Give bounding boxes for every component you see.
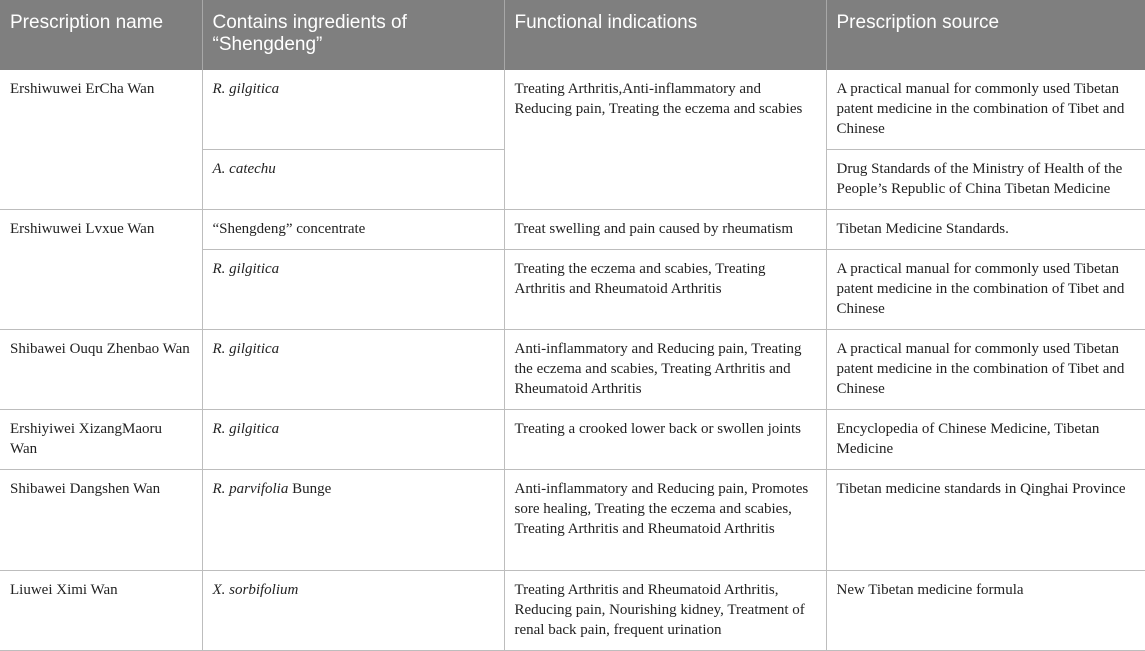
ingredient-cell: X. sorbifolium — [202, 571, 504, 651]
indications-cell: Treat swelling and pain caused by rheumatism — [504, 210, 826, 250]
source-cell: Drug Standards of the Ministry of Health of the People’s Republic of China Tibetan Medicine — [826, 150, 1145, 210]
prescription-name-cell: Ershiyiwei XizangMaoru Wan — [0, 410, 202, 470]
table-row — [0, 210, 1145, 250]
indications-cell: Treating the eczema and scabies, Treating Arthritis and Rheumatoid Arthritis — [504, 250, 826, 330]
table-row — [0, 330, 1145, 410]
ingredient-cell: R. gilgitica — [202, 410, 504, 470]
ingredient-cell: A. catechu — [202, 150, 504, 210]
prescription-name-cell: Liuwei Ximi Wan — [0, 571, 202, 651]
source-cell: Encyclopedia of Chinese Medicine, Tibetan Medicine — [826, 410, 1145, 470]
indications-cell: Anti-inflammatory and Reducing pain, Treating the eczema and scabies, Treating Arthritis and Rheumatoid Arthritis — [504, 330, 826, 410]
source-cell: A practical manual for commonly used Tibetan patent medicine in the combination of Tibet and Chinese — [826, 330, 1145, 410]
header-row — [0, 0, 1145, 70]
prescription-name-cell: Ershiwuwei ErCha Wan — [0, 70, 202, 210]
table-row — [0, 410, 1145, 470]
ingredient-author: Bunge — [288, 481, 332, 497]
source-cell: New Tibetan medicine formula — [826, 571, 1145, 651]
indications-cell: Treating a crooked lower back or swollen joints — [504, 410, 826, 470]
source-cell: Tibetan medicine standards in Qinghai Province — [826, 470, 1145, 571]
table-row — [0, 470, 1145, 571]
prescription-name-cell: Ershiwuwei Lvxue Wan — [0, 210, 202, 330]
prescription-name-cell: Shibawei Dangshen Wan — [0, 470, 202, 571]
indications-cell: Anti-inflammatory and Reducing pain, Promotes sore healing, Treating the eczema and scabies, Treating Arthritis and Rheumatoid Arthritis — [504, 470, 826, 571]
header-prescription-source: Prescription source — [826, 0, 1145, 70]
header-functional-indications: Functional indications — [504, 0, 826, 70]
ingredient-cell: R. gilgitica — [202, 330, 504, 410]
ingredient-cell: R. gilgitica — [202, 70, 504, 150]
header-prescription-name: Prescription name — [0, 0, 202, 70]
indications-cell: Treating Arthritis and Rheumatoid Arthritis, Reducing pain, Nourishing kidney, Treatment of renal back pain, frequent urination — [504, 571, 826, 651]
indications-cell: Treating Arthritis,Anti-inflammatory and Reducing pain, Treating the eczema and scabies — [504, 70, 826, 210]
ingredient-cell: R. gilgitica — [202, 250, 504, 330]
table-row — [0, 571, 1145, 651]
ingredient-species: R. parvifolia — [212, 481, 289, 497]
header-ingredients: Contains ingredients of “Shengdeng” — [202, 0, 504, 70]
prescription-name-cell: Shibawei Ouqu Zhenbao Wan — [0, 330, 202, 410]
ingredient-cell: “Shengdeng” concentrate — [202, 210, 504, 250]
ingredient-cell — [202, 470, 504, 571]
source-cell: A practical manual for commonly used Tibetan patent medicine in the combination of Tibet and Chinese — [826, 250, 1145, 330]
table-row — [0, 70, 1145, 150]
source-cell: A practical manual for commonly used Tibetan patent medicine in the combination of Tibet and Chinese — [826, 70, 1145, 150]
source-cell: Tibetan Medicine Standards. — [826, 210, 1145, 250]
